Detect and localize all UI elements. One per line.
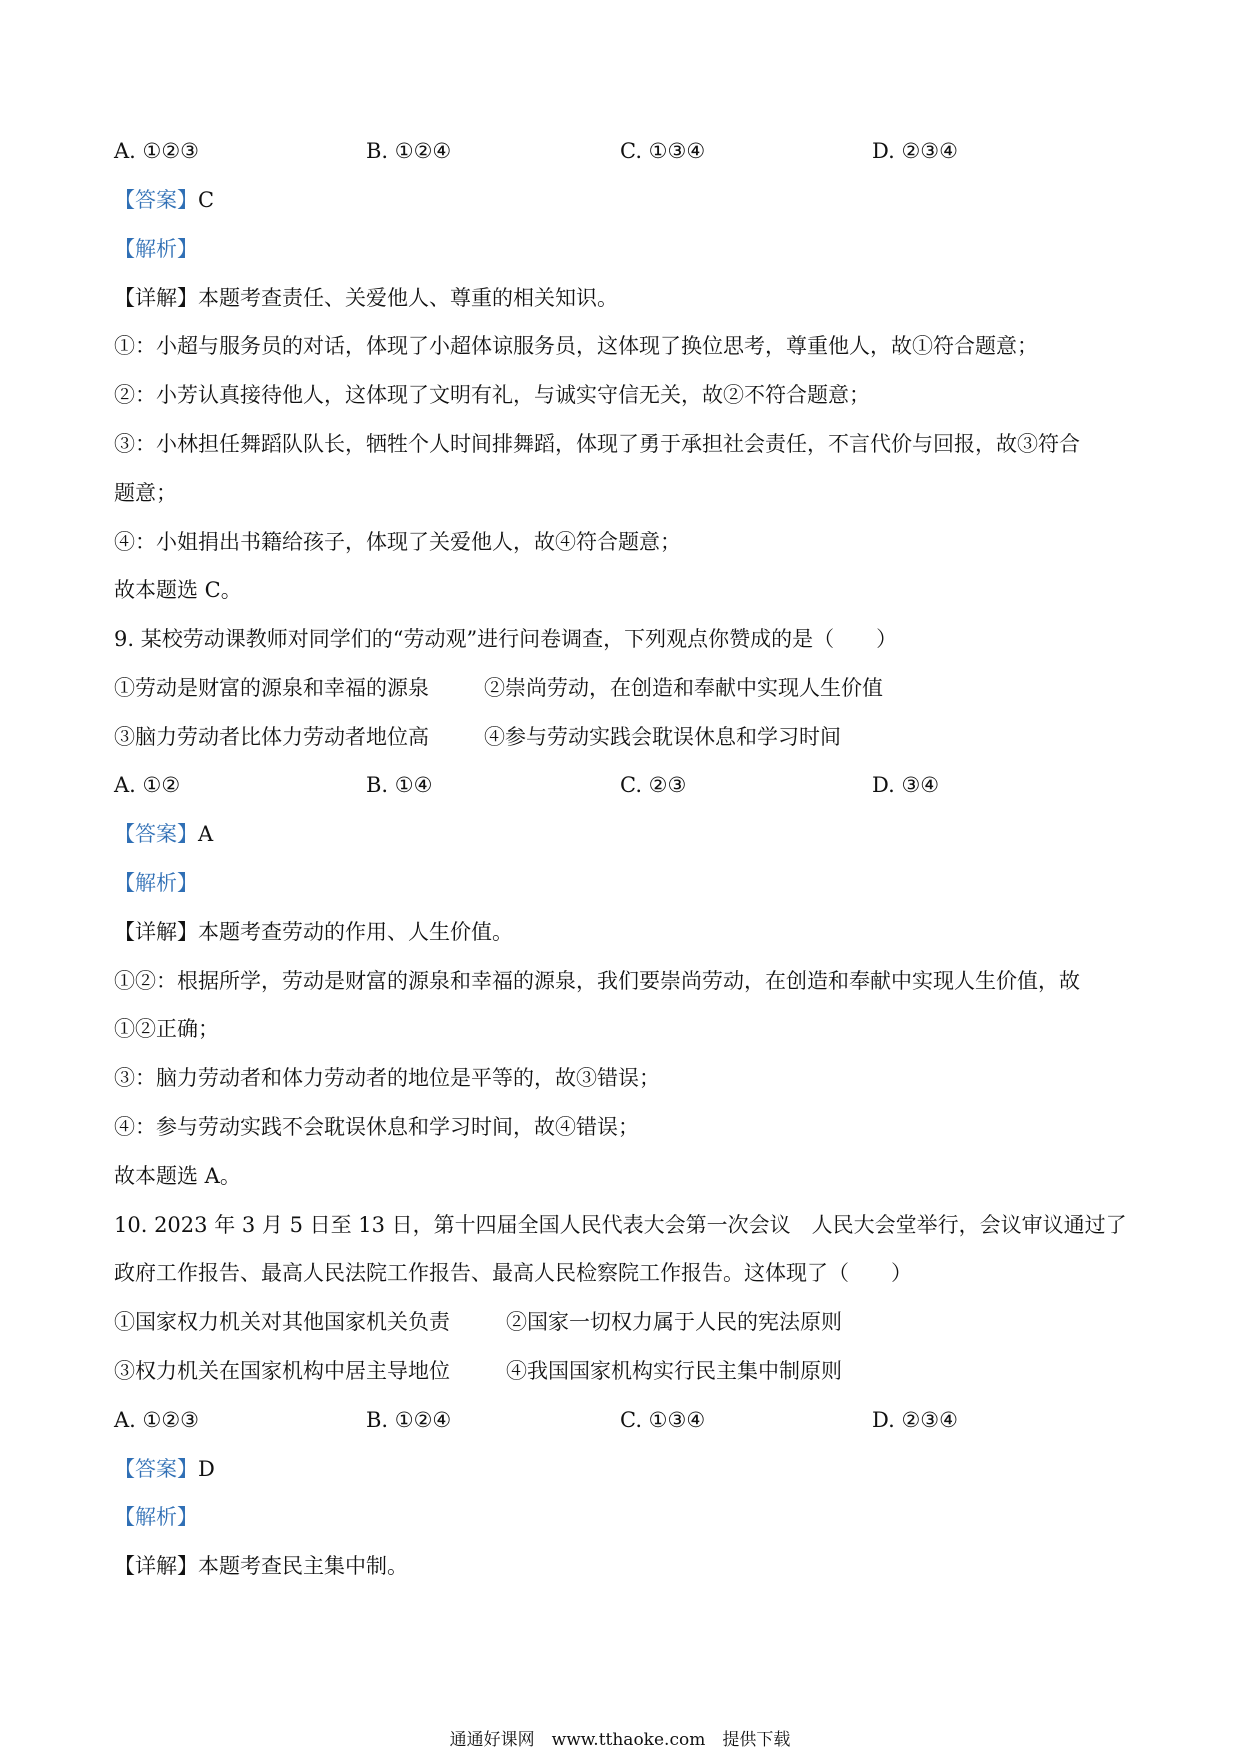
q9-option-c: C. ②③	[620, 773, 687, 797]
q9-explanation-2: ③：脑力劳动者和体力劳动者的地位是平等的，故③错误；	[114, 1066, 660, 1090]
q10-option-d: D. ②③④	[872, 1408, 958, 1432]
q9-explanation-1-cont: ①②正确；	[114, 1017, 219, 1041]
q10-statement-4: ④我国国家机构实行民主集中制原则	[506, 1359, 842, 1383]
q9-explanation-1: ①②：根据所学，劳动是财富的源泉和幸福的源泉，我们要崇尚劳动，在创造和奉献中实现人生价值，故	[114, 969, 1080, 993]
q10-option-c: C. ①③④	[620, 1408, 706, 1432]
q8-option-b: B. ①②④	[366, 139, 452, 163]
q9-explanation-3: ④：参与劳动实践不会耽误休息和学习时间，故④错误；	[114, 1115, 639, 1139]
q9-statement-4: ④参与劳动实践会耽误休息和学习时间	[484, 725, 841, 749]
q8-analysis-tag: 【解析】	[114, 237, 198, 261]
q8-explanation-1: ①：小超与服务员的对话，体现了小超体谅服务员，这体现了换位思考，尊重他人，故①符合题意；	[114, 334, 1038, 358]
q9-option-a: A. ①②	[114, 773, 181, 797]
q9-analysis-tag: 【解析】	[114, 871, 198, 895]
q9-detail: 【详解】本题考查劳动的作用、人生价值。	[114, 920, 513, 944]
q9-statement-2: ②崇尚劳动，在创造和奉献中实现人生价值	[484, 676, 883, 700]
q9-answer	[114, 819, 213, 849]
q9-conclusion: 故本题选 A。	[114, 1164, 241, 1188]
q10-statement-3: ③权力机关在国家机构中居主导地位	[114, 1359, 450, 1383]
q8-answer	[114, 185, 214, 215]
answer-value: D	[198, 1457, 215, 1481]
answer-value: C	[198, 188, 215, 212]
q9-statement-3: ③脑力劳动者比体力劳动者地位高	[114, 725, 429, 749]
q10-analysis-tag: 【解析】	[114, 1505, 198, 1529]
q8-explanation-3-cont: 题意；	[114, 481, 177, 505]
answer-tag: 【答案】	[114, 822, 198, 846]
q9-statement-1: ①劳动是财富的源泉和幸福的源泉	[114, 676, 429, 700]
answer-tag: 【答案】	[114, 188, 198, 212]
q10-statement-2: ②国家一切权力属于人民的宪法原则	[506, 1310, 842, 1334]
q8-explanation-2: ②：小芳认真接待他人，这体现了文明有礼，与诚实守信无关，故②不符合题意；	[114, 383, 870, 407]
page-footer: 通通好课网 www.tthaoke.com 提供下载	[449, 1730, 791, 1750]
q9-stem: 9. 某校劳动课教师对同学们的“劳动观”进行问卷调查，下列观点你赞成的是（ ）	[114, 627, 898, 651]
q10-option-a: A. ①②③	[114, 1408, 199, 1432]
q10-answer	[114, 1454, 215, 1484]
q10-statement-1: ①国家权力机关对其他国家机关负责	[114, 1310, 450, 1334]
q8-conclusion: 故本题选 C。	[114, 578, 242, 602]
q9-option-b: B. ①④	[366, 773, 433, 797]
answer-value: A	[198, 822, 214, 846]
q8-explanation-3: ③：小林担任舞蹈队队长，牺牲个人时间排舞蹈，体现了勇于承担社会责任，不言代价与回报，故③符合	[114, 432, 1080, 456]
q10-stem-2: 政府工作报告、最高人民法院工作报告、最高人民检察院工作报告。这体现了（ ）	[114, 1261, 912, 1285]
q10-detail: 【详解】本题考查民主集中制。	[114, 1554, 408, 1578]
q8-explanation-4: ④：小姐捐出书籍给孩子，体现了关爱他人，故④符合题意；	[114, 530, 681, 554]
q8-option-a: A. ①②③	[114, 139, 199, 163]
answer-tag: 【答案】	[114, 1457, 198, 1481]
q10-stem-1: 10. 2023 年 3 月 5 日至 13 日，第十四届全国人民代表大会第一次会议 人民大会堂举行，会议审议通过了	[114, 1213, 1127, 1237]
q8-option-c: C. ①③④	[620, 139, 706, 163]
q8-detail: 【详解】本题考查责任、关爱他人、尊重的相关知识。	[114, 286, 618, 310]
q10-option-b: B. ①②④	[366, 1408, 452, 1432]
q8-option-d: D. ②③④	[872, 139, 958, 163]
q9-option-d: D. ③④	[872, 773, 940, 797]
